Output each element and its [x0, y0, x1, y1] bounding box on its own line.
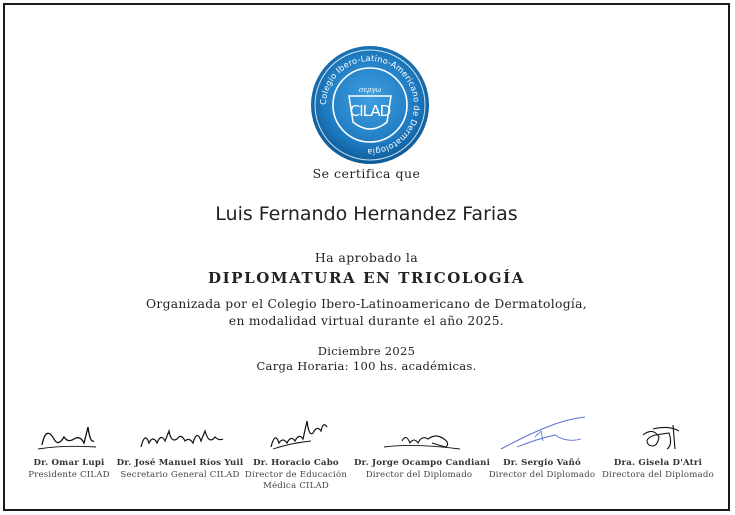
signature-image — [497, 413, 587, 455]
signatories — [5, 413, 728, 503]
seal-ring-text: Colegio Ibero-Latino-Americano de Dermatología — [317, 52, 423, 158]
signatory-role: Director del Diplomado — [488, 470, 596, 480]
cilad-seal — [309, 44, 431, 166]
seal-motto: σεργω — [358, 86, 382, 94]
signature-image — [251, 413, 341, 455]
signatory-role: Director del Diplomado — [365, 470, 473, 480]
signatory-role: Presidente CILAD — [28, 470, 110, 480]
signatory — [593, 413, 723, 481]
organizer-line-2: en modalidad virtual durante el año 2025. — [228, 314, 505, 328]
signature-image — [24, 413, 114, 455]
signatory-name: Dr. Sergio Vañó — [503, 458, 581, 468]
signatory-name: Dr. Jorge Ocampo Candiani — [354, 458, 491, 468]
signatory-name: Dra. Gisela D'Atri — [613, 458, 703, 468]
signatory-role: Directora del Diplomado — [602, 470, 714, 480]
signatory — [354, 413, 491, 481]
seal-monogram: CILAD — [349, 102, 391, 120]
signatory — [115, 413, 245, 481]
program-title: DIPLOMATURA EN TRICOLOGÍA — [207, 269, 525, 287]
signatory-name: Dr. Omar Lupi — [33, 458, 105, 468]
signature-image — [374, 413, 464, 455]
signatory-role: Secretario General CILAD — [120, 470, 240, 480]
signatory-name: Dr. José Manuel Ríos Yuil — [116, 458, 244, 468]
certificate — [3, 3, 730, 511]
certifies-text: Se certifica que — [312, 166, 421, 181]
recipient-name: Luis Fernando Hernandez Farias — [215, 203, 518, 225]
signature-image — [135, 413, 225, 455]
course-hours: Carga Horaria: 100 hs. académicas. — [256, 359, 477, 373]
approved-text: Ha aprobado la — [314, 250, 419, 265]
signatory-role: Director de Educación Médica CILAD — [244, 470, 348, 491]
signatory-name: Dr. Horacio Cabo — [253, 458, 339, 468]
issue-date: Diciembre 2025 — [317, 344, 416, 358]
signatory — [231, 413, 361, 492]
organizer-line-1: Organizada por el Colegio Ibero-Latinoamericano de Dermatología, — [146, 297, 587, 311]
signature-image — [613, 413, 703, 455]
signatory — [477, 413, 607, 481]
